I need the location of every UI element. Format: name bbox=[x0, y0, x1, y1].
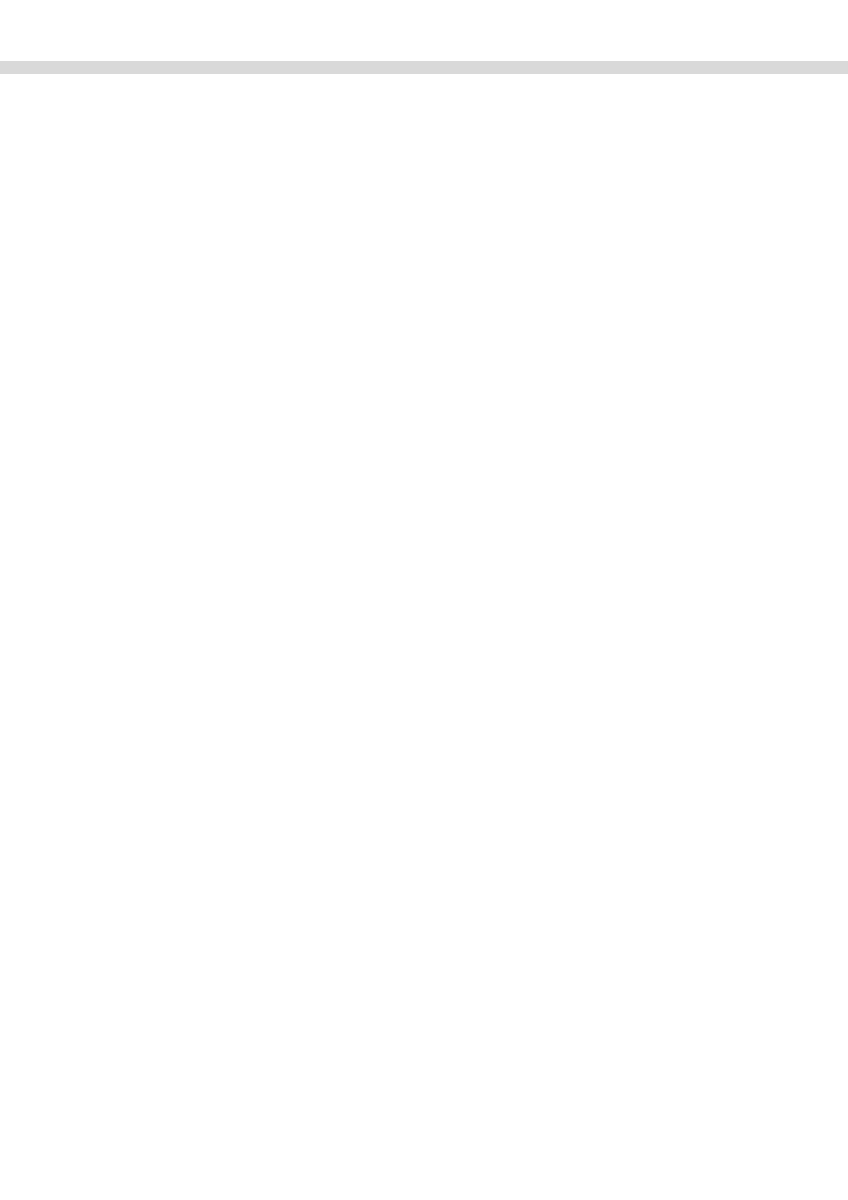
top-navigation-bar bbox=[0, 61, 848, 74]
